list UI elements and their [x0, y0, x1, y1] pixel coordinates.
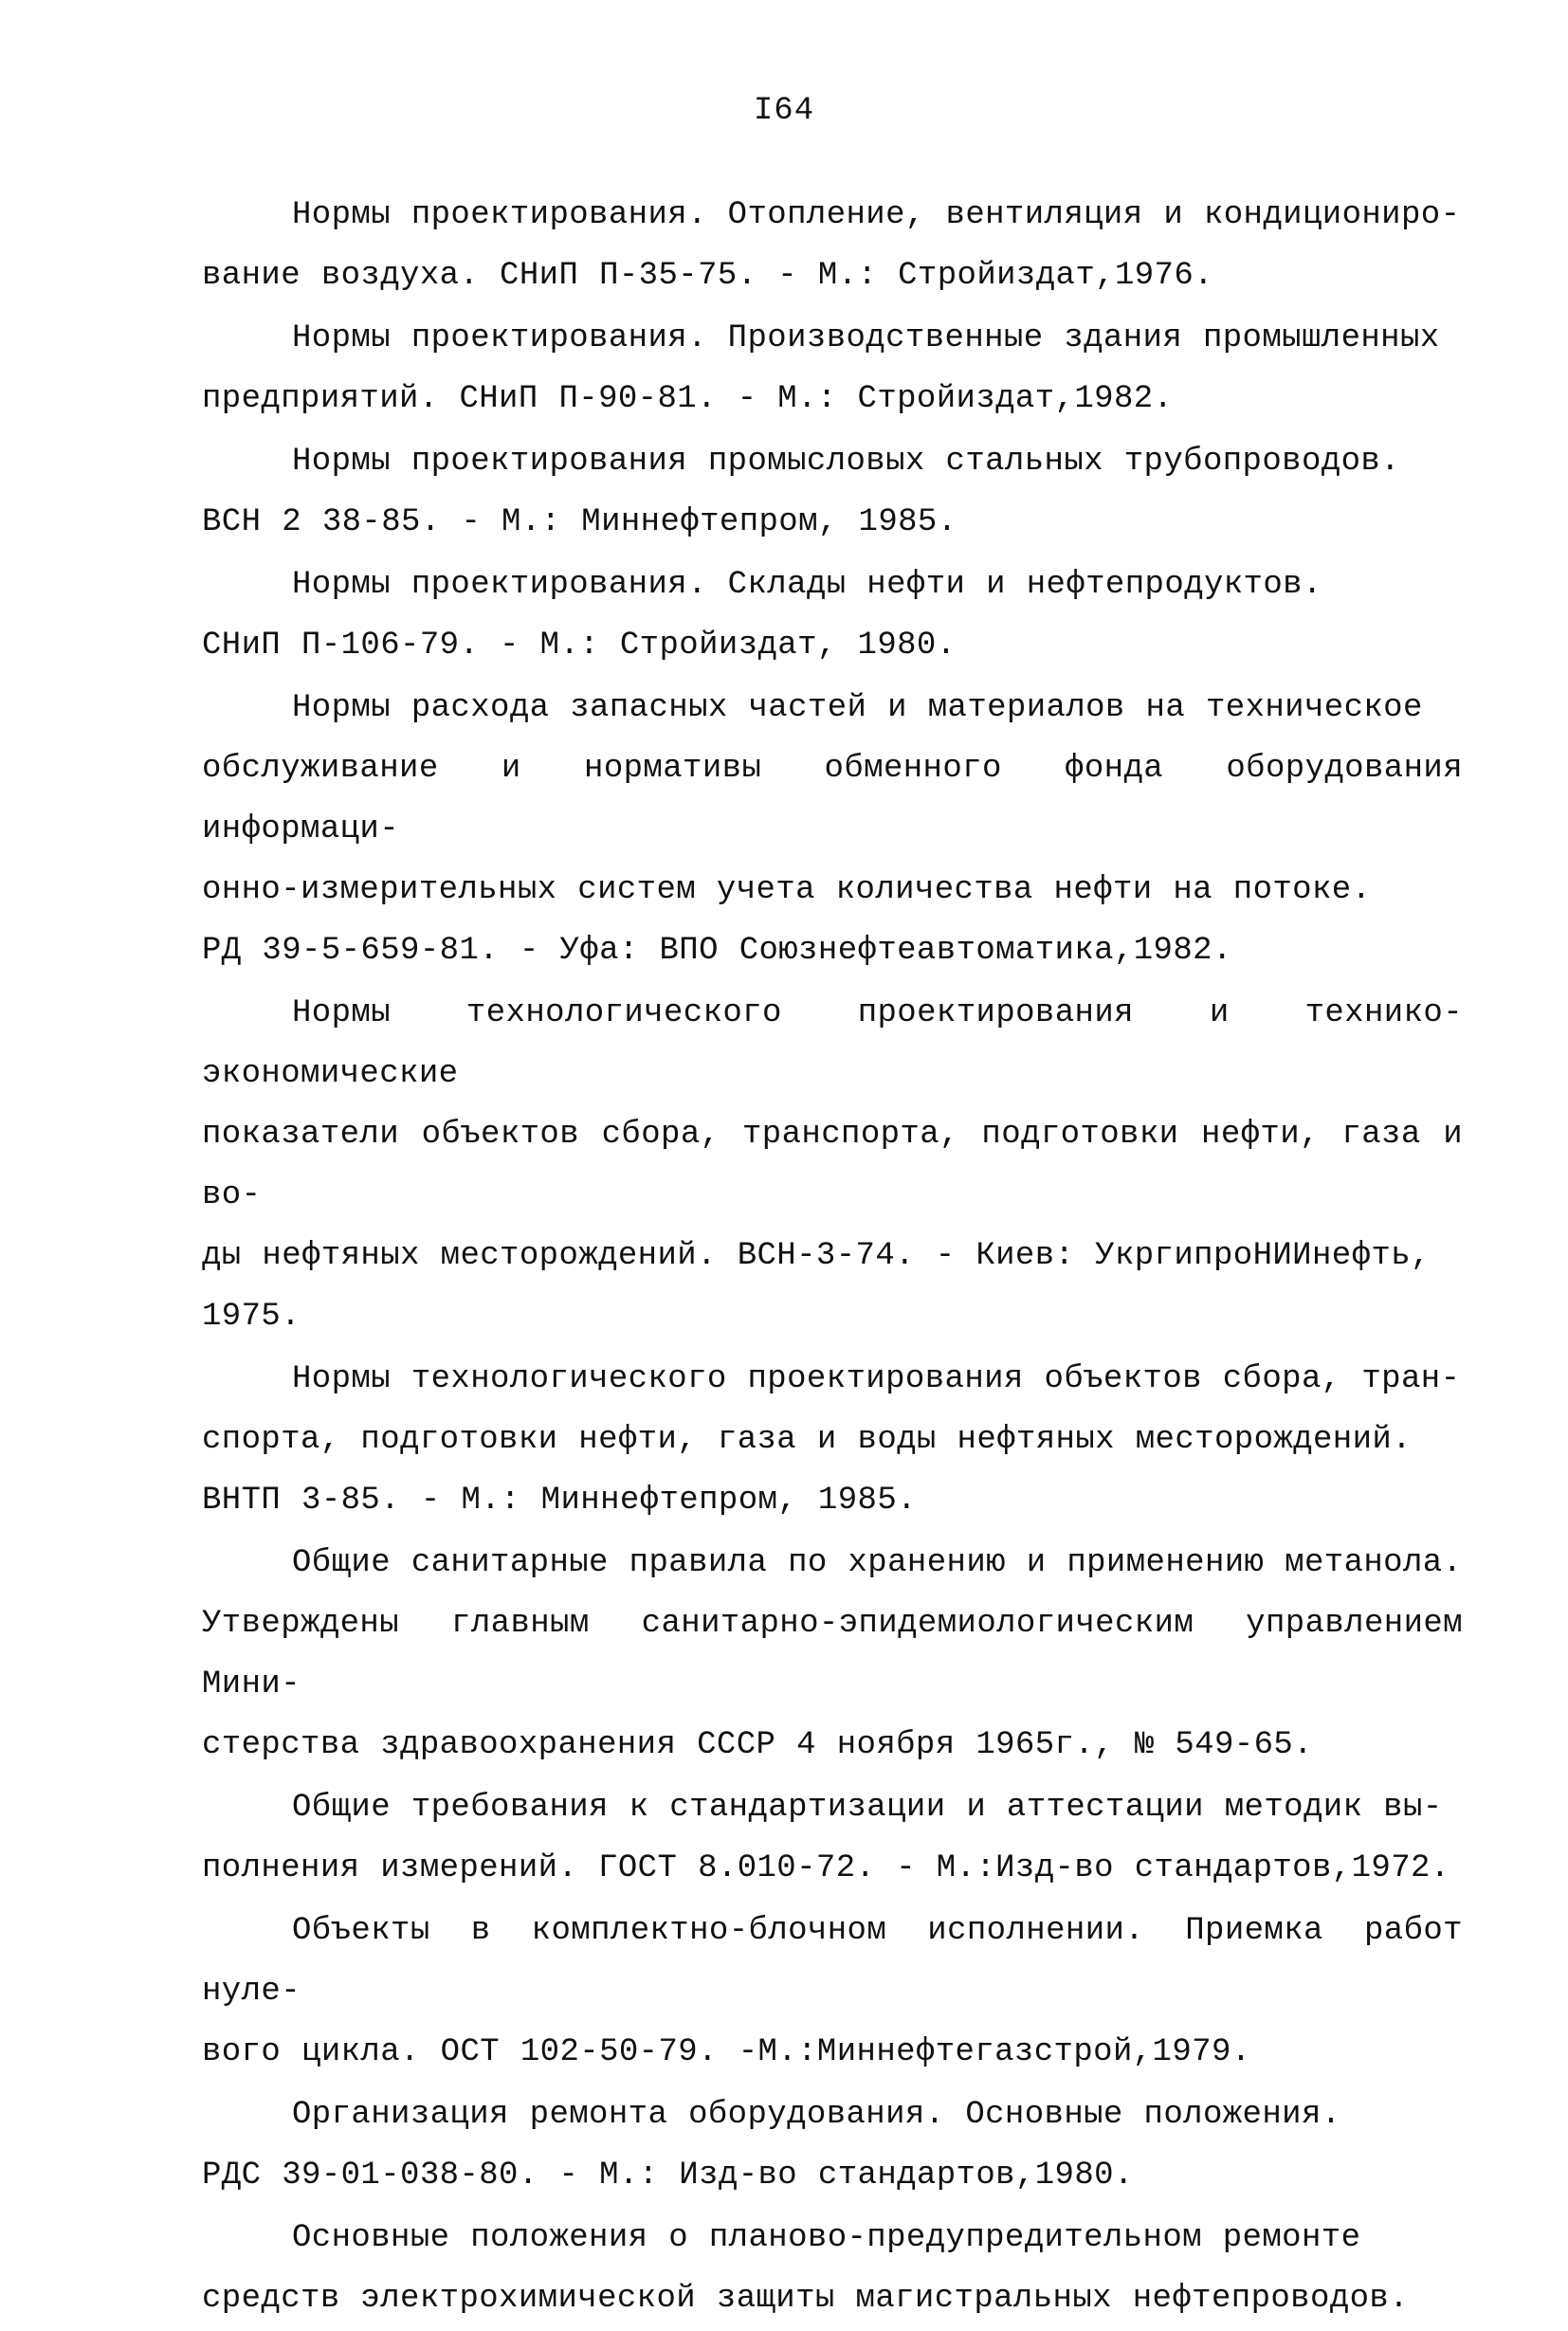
bibliography-entry	[202, 308, 1463, 429]
bibliography-entry	[202, 678, 1463, 981]
bibliography-entry	[202, 2085, 1463, 2206]
entry-line: Общие санитарные правила по хранению и применению метанола.	[292, 1545, 1463, 1581]
entry-line: Нормы расхода запасных частей и материалов на техническое	[292, 690, 1423, 726]
bibliography-list	[202, 185, 1463, 2331]
entry-line: Нормы проектирования. Склады нефти и нефтепродуктов.	[292, 567, 1322, 603]
entry-line: Нормы проектирования. Отопление, вентиляция и кондициониро-	[292, 197, 1461, 233]
bibliography-entry	[202, 555, 1463, 676]
entry-line: показатели объектов сбора, транспорта, подготовки нефти, газа и во-	[202, 1117, 1463, 1213]
entry-line: Нормы проектирования. Производственные здания промышленных	[292, 320, 1440, 356]
bibliography-entry	[202, 1777, 1463, 1899]
entry-line: Общие требования к стандартизации и аттестации методик вы-	[292, 1790, 1443, 1826]
entry-line: ды нефтяных месторождений. ВСН-3-74. - Киев: УкргипроНИИнефть,	[202, 1238, 1431, 1274]
entry-line: Основные положения о планово-предупредительном ремонте	[292, 2220, 1361, 2256]
bibliography-entry	[202, 1349, 1463, 1531]
bibliography-entry	[202, 1533, 1463, 1776]
entry-line: полнения измерений. ГОСТ 8.010-72. - М.:Изд-во стандартов,1972.	[202, 1850, 1450, 1886]
entry-line: СНиП П-106-79. - М.: Стройиздат, 1980.	[202, 628, 957, 664]
entry-line: онно-измерительных систем учета количества нефти на потоке.	[202, 872, 1372, 908]
entry-line: вого цикла. ОСТ 102-50-79. -М.:Миннефтегазстрой,1979.	[202, 2034, 1251, 2070]
bibliography-entry	[202, 431, 1463, 553]
entry-line: Нормы технологического проектирования объектов сбора, тран-	[292, 1361, 1461, 1397]
entry-line: 1975.	[202, 1299, 301, 1335]
entry-line: РДС 39-01-038-80. - М.: Изд-во стандартов,1980.	[202, 2158, 1134, 2194]
entry-line: ВСН 2 38-85. - М.: Миннефтепром, 1985.	[202, 504, 957, 540]
entry-line: РД 39-5-659-81. - Уфа: ВПО Союзнефтеавтоматика,1982.	[202, 933, 1232, 969]
entry-line: спорта, подготовки нефти, газа и воды нефтяных месторождений.	[202, 1422, 1413, 1458]
page-number: I64	[753, 93, 815, 129]
entry-line: Организация ремонта оборудования. Основные положения.	[292, 2097, 1341, 2133]
entry-line: Объекты в комплектно-блочном исполнении. Приемка работ нуле-	[202, 1913, 1463, 2010]
entry-line: Нормы технологического проектирования и технико-экономические	[202, 995, 1463, 1092]
entry-line: вание воздуха. СНиП П-35-75. - М.: Стройиздат,1976.	[202, 258, 1213, 294]
bibliography-entry	[202, 185, 1463, 306]
entry-line: ВНТП 3-85. - М.: Миннефтепром, 1985.	[202, 1483, 917, 1519]
bibliography-entry	[202, 983, 1463, 1347]
bibliography-entry	[202, 1901, 1463, 2083]
bibliography-entry	[202, 2208, 1463, 2329]
entry-line: предприятий. СНиП П-90-81. - М.: Стройиздат,1982.	[202, 381, 1174, 417]
entry-line: Нормы проектирования промысловых стальных трубопроводов.	[292, 444, 1400, 480]
entry-line: Утверждены главным санитарно-эпидемиологическим управлением Мини-	[202, 1606, 1463, 1703]
entry-line: обслуживание и нормативы обменного фонда оборудования информаци-	[202, 751, 1463, 847]
entry-line: стерства здравоохранения СССР 4 ноября 1965г., № 549-65.	[202, 1727, 1313, 1763]
entry-line: средств электрохимической защиты магистральных нефтепроводов.	[202, 2281, 1410, 2317]
